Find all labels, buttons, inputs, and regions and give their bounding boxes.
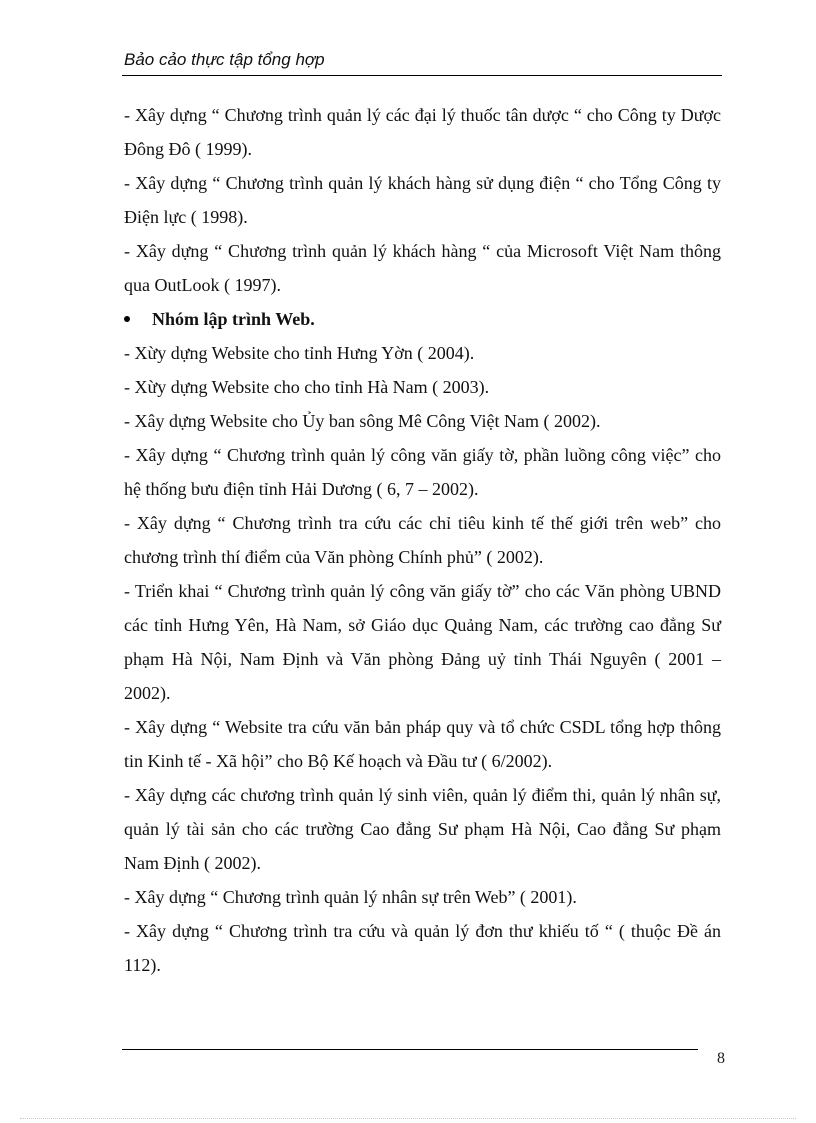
paragraph: - Xừy dựng Website cho cho tỉnh Hà Nam ( 2003). [124,377,490,397]
paragraph: - Triển khai “ Chương trình quản lý công văn giấy tờ” cho các Văn phòng UBND các tỉnh Hưng Yên, Hà Nam, sở Giáo dục Quảng Nam, các trường cao đẳng Sư phạm Hà Nội, Nam Định và Văn phòng Đảng uỷ tỉnh Thái Nguyên ( 2001 – 2002). [124,581,721,703]
paragraph: - Xây dựng “ Chương trình quản lý khách hàng sử dụng điện “ cho Tổng Công ty Điện lực ( 1998). [124,173,721,227]
page-bottom-border [20,1118,796,1119]
paragraph: - Xây dựng “ Chương trình quản lý công văn giấy tờ, phần luồng công việc” cho hệ thống bưu điện tỉnh Hải Dương ( 6, 7 – 2002). [124,445,721,499]
paragraph: - Xây dựng “ Chương trình quản lý khách hàng “ của Microsoft Việt Nam thông qua OutLook ( 1997). [124,241,721,295]
paragraph: - Xây dựng Website cho Ủy ban sông Mê Công Việt Nam ( 2002). [124,411,601,431]
paragraph: - Xây dựng “ Chương trình tra cứu và quản lý đơn thư khiếu tố “ ( thuộc Đề án 112). [124,921,721,975]
section-heading-web [124,302,721,336]
paragraph: - Xây dựng “ Website tra cứu văn bản pháp quy và tổ chức CSDL tổng hợp thông tin Kinh tế - Xã hội” cho Bộ Kế hoạch và Đầu tư ( 6/2002). [124,717,721,771]
section-heading-text: Nhóm lập trình Web. [152,309,315,329]
paragraph: - Xây dựng “ Chương trình quản lý nhân sự trên Web” ( 2001). [124,887,577,907]
footer-divider [122,1049,698,1050]
header-divider [122,75,722,76]
paragraph: - Xừy dựng Website cho tỉnh Hưng Yờn ( 2004). [124,343,475,363]
page-number: 8 [717,1050,725,1067]
paragraph: - Xây dựng “ Chương trình tra cứu các chỉ tiêu kinh tế thế giới trên web” cho chương trình thí điểm của Văn phòng Chính phủ” ( 2002). [124,513,721,567]
document-body [124,98,721,982]
paragraph: - Xây dựng “ Chương trình quản lý các đại lý thuốc tân dược “ cho Công ty Dược Đông Đô ( 1999). [124,105,721,159]
page-header-title: Bảo cảo thực tập tổng hợp [124,50,325,69]
bullet-icon [124,316,130,322]
paragraph: - Xây dựng các chương trình quản lý sinh viên, quản lý điểm thi, quản lý nhân sự, quản lý tài sản cho các trường Cao đẳng Sư phạm Hà Nội, Cao đẳng Sư phạm Nam Định ( 2002). [124,785,721,873]
